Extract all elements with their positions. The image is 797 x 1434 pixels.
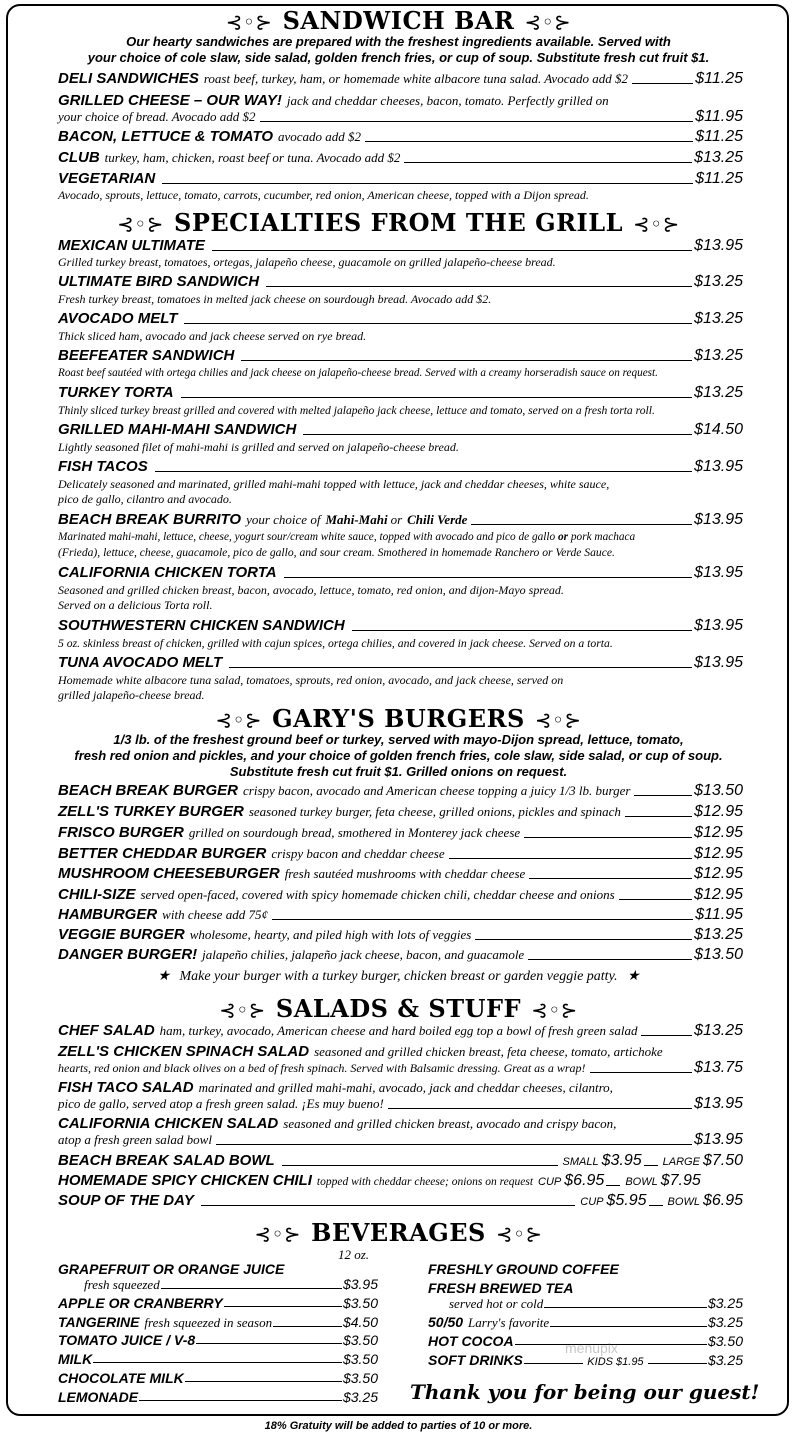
item-desc xyxy=(58,530,748,545)
beverage-item xyxy=(428,1261,743,1277)
beverage-item xyxy=(58,1261,378,1277)
section-title: SALADS & STUFF xyxy=(275,994,522,1023)
item-desc: seasoned and grilled chicken breast, feta cheese, tomato, artichoke xyxy=(314,1044,663,1059)
thank-you-message: Thank you for being our guest! xyxy=(410,1380,760,1404)
item-desc: atop a fresh green salad bowl xyxy=(58,1132,212,1147)
menu-item xyxy=(58,347,743,365)
beverage-item xyxy=(428,1280,743,1296)
item-price: $3.50 xyxy=(707,1333,743,1349)
beverage-item xyxy=(58,1332,378,1348)
item-name: TANGERINE xyxy=(58,1314,140,1330)
item-name: GRAPEFRUIT OR ORANGE JUICE xyxy=(58,1261,285,1277)
beverage-item-cont xyxy=(84,1276,378,1293)
item-desc-cont: pico de gallo, cilantro and avocado. xyxy=(58,492,232,506)
item-desc: Seasoned and grilled chicken breast, bacon, avocado, lettuce, tomato, red onion, and dijon-Mayo spread. xyxy=(58,583,564,597)
leader-line xyxy=(181,396,692,398)
leader-line xyxy=(641,1034,692,1036)
leader-line xyxy=(139,1400,342,1401)
item-desc: ham, turkey, avocado, American cheese and hard boiled egg top a bowl of fresh green salad xyxy=(159,1023,638,1038)
size-label: BOWL xyxy=(667,1196,700,1208)
leader-line xyxy=(266,285,692,287)
menu-item xyxy=(58,1043,743,1060)
item-desc: marinated and grilled mahi-mahi, avocado, jack and cheddar cheeses, cilantro, xyxy=(198,1080,613,1095)
menu-item xyxy=(58,170,743,188)
menu-item xyxy=(58,511,743,529)
item-desc: crispy bacon, avocado and American cheese topping a juicy 1/3 lb. burger xyxy=(243,783,631,798)
item-name: MILK xyxy=(58,1351,93,1367)
item-desc: turkey, ham, chicken, roast beef or tuna. Avocado add $2 xyxy=(104,150,401,165)
menu-item xyxy=(58,906,743,924)
burger-note xyxy=(0,968,797,985)
item-name: GRILLED MAHI-MAHI SANDWICH xyxy=(58,421,297,438)
menu-item xyxy=(58,865,743,883)
item-price: $7.95 xyxy=(660,1172,701,1189)
item-price: $3.25 xyxy=(342,1389,378,1405)
item-name: FRISCO BURGER xyxy=(58,824,184,841)
item-desc: 5 oz. skinless breast of chicken, grilled with cajun spices, ortega chilies, and covered in jack cheese. Served on a torta. xyxy=(58,637,613,650)
menu-item xyxy=(58,782,743,800)
item-name: FISH TACO SALAD xyxy=(58,1079,194,1096)
item-price: $3.50 xyxy=(342,1295,378,1311)
item-price: $13.95 xyxy=(694,1095,743,1112)
item-name: VEGETARIAN xyxy=(58,170,156,187)
grill-heading xyxy=(0,208,797,237)
beverage-item xyxy=(58,1389,378,1405)
leader-line xyxy=(224,1306,342,1307)
item-name: SOFT DRINKS xyxy=(428,1352,523,1368)
watermark: menupix xyxy=(565,1340,618,1356)
item-name: SOUTHWESTERN CHICKEN SANDWICH xyxy=(58,617,345,634)
item-desc: served hot or cold xyxy=(449,1296,544,1311)
menu-item xyxy=(58,803,743,821)
leader-line xyxy=(352,629,692,631)
menu-item-cont xyxy=(58,108,743,126)
item-desc: Roast beef sautéed with ortega chilies and jack cheese on jalapeño-cheese bread. Served with a creamy horseradish sauce on request. xyxy=(58,367,658,379)
menu-item xyxy=(58,149,743,167)
item-price: $11.25 xyxy=(695,128,743,145)
item-price: $14.50 xyxy=(694,421,743,438)
item-price: $11.25 xyxy=(695,170,743,187)
item-desc: Homemade white albacore tuna salad, tomatoes, sprouts, red onion, avocado, and jack cheese, served on xyxy=(58,673,564,687)
leader-line xyxy=(185,1381,342,1382)
burgers-heading xyxy=(0,704,797,733)
leader-line xyxy=(303,433,692,435)
item-name: 50/50 xyxy=(428,1314,464,1330)
ornament-left-icon: ⊰◦⊱ xyxy=(225,10,273,34)
item-price: $13.95 xyxy=(694,458,743,475)
item-desc: crispy bacon and cheddar cheese xyxy=(271,846,445,861)
item-desc: Thinly sliced turkey breast grilled and covered with melted jalapeño jack cheese, lettuce and tomato, served on a fresh torta roll. xyxy=(58,404,655,417)
item-price: $13.25 xyxy=(694,384,743,401)
leader-line xyxy=(550,1326,707,1327)
item-desc: Fresh turkey breast, tomatoes in melted jack cheese on sourdough bread. Avocado add $2. xyxy=(58,292,492,306)
item-desc: jack and cheddar cheeses, bacon, tomato. Perfectly grilled on xyxy=(286,93,609,108)
item-name: ZELL'S CHICKEN SPINACH SALAD xyxy=(58,1043,310,1060)
leader-line xyxy=(388,1107,692,1109)
leader-line xyxy=(632,82,693,84)
item-name: GRILLED CHEESE – OUR WAY! xyxy=(58,92,282,109)
item-name: APPLE OR CRANBERRY xyxy=(58,1295,223,1311)
section-title: SPECIALTIES FROM THE GRILL xyxy=(173,208,624,237)
item-desc: fresh squeezed xyxy=(84,1277,160,1292)
item-name: LEMONADE xyxy=(58,1389,139,1405)
item-price: $3.95 xyxy=(342,1276,378,1292)
leader-line xyxy=(212,249,692,251)
leader-line xyxy=(365,140,693,142)
item-price: $13.25 xyxy=(694,310,743,327)
item-name: HAMBURGER xyxy=(58,906,158,923)
item-name: BEACH BREAK BURGER xyxy=(58,782,239,799)
item-desc: fresh sautéed mushrooms with cheddar cheese xyxy=(284,866,526,881)
item-desc: pico de gallo, served atop a fresh green salad. ¡Es muy bueno! xyxy=(58,1096,384,1111)
item-name: CLUB xyxy=(58,149,100,166)
kids-price: KIDS $1.95 xyxy=(587,1356,644,1368)
burgers-intro-line-1: 1/3 lb. of the freshest ground beef or turkey, served with mayo-Dijon spread, lettuce, tomato, xyxy=(113,732,684,747)
menu-item-cont xyxy=(58,1059,743,1077)
beverage-item xyxy=(58,1295,378,1311)
size-label: SMALL xyxy=(562,1156,599,1168)
leader-line xyxy=(93,1362,342,1363)
item-price: $3.50 xyxy=(342,1351,378,1367)
leader-line xyxy=(282,1164,558,1166)
item-price: $4.50 xyxy=(342,1314,378,1330)
menu-item xyxy=(58,1079,743,1096)
size-label: LARGE xyxy=(662,1156,700,1168)
item-name: CHILI-SIZE xyxy=(58,886,136,903)
menu-item xyxy=(58,273,743,291)
item-price: $13.95 xyxy=(694,654,743,671)
menu-item xyxy=(58,564,743,582)
item-price: $12.95 xyxy=(694,845,743,862)
beverage-item xyxy=(58,1370,378,1386)
menu-item xyxy=(58,946,743,964)
item-desc: Larry's favorite xyxy=(468,1315,550,1330)
item-name: MUSHROOM CHEESEBURGER xyxy=(58,865,280,882)
menu-item xyxy=(58,654,743,672)
leader-line xyxy=(161,1288,342,1289)
item-name: BEACH BREAK SALAD BOWL xyxy=(58,1152,275,1169)
item-desc: seasoned turkey burger, feta cheese, grilled onions, pickles and spinach xyxy=(248,804,621,819)
star-icon: ★ xyxy=(157,969,170,984)
ornament-right-icon: ⊰◦⊱ xyxy=(531,998,578,1022)
sandwich-bar-heading xyxy=(0,6,797,35)
leader-line xyxy=(155,470,692,472)
item-name: VEGGIE BURGER xyxy=(58,926,185,943)
leader-line xyxy=(644,1164,658,1166)
item-desc: roast beef, turkey, ham, or homemade white albacore tuna salad. Avocado add $2 xyxy=(203,71,628,86)
item-price: $13.25 xyxy=(694,149,743,166)
item-name: ZELL'S TURKEY BURGER xyxy=(58,803,244,820)
item-name: BEEFEATER SANDWICH xyxy=(58,347,235,364)
menu-item xyxy=(58,310,743,328)
item-price: $11.95 xyxy=(695,108,743,125)
item-desc: avocado add $2 xyxy=(278,129,362,144)
item-price: $6.95 xyxy=(564,1172,605,1189)
item-name: CHOCOLATE MILK xyxy=(58,1370,184,1386)
menu-item xyxy=(58,886,743,904)
item-desc: hearts, red onion and black olives on a bed of fresh spinach. Served with Balsamic dressing. Great as a wrap! xyxy=(58,1061,586,1075)
item-price: $13.95 xyxy=(694,617,743,634)
leader-line xyxy=(449,857,692,859)
leader-line xyxy=(524,836,692,838)
leader-line xyxy=(272,918,693,920)
leader-line xyxy=(590,1071,693,1073)
ornament-right-icon: ⊰◦⊱ xyxy=(534,708,582,732)
salads-heading xyxy=(0,994,797,1023)
menu-item xyxy=(58,1115,743,1132)
item-name: DANGER BURGER! xyxy=(58,946,198,963)
burgers-intro-line-3: Substitute fresh cut fruit $1. Grilled onions on request. xyxy=(229,764,568,779)
item-name: SOUP OF THE DAY xyxy=(58,1192,194,1209)
ornament-right-icon: ⊰◦⊱ xyxy=(495,1222,543,1246)
leader-line xyxy=(524,1363,583,1364)
leader-line xyxy=(184,322,692,324)
beverages-heading xyxy=(0,1218,797,1247)
menu-item xyxy=(58,617,743,635)
item-desc-cont: Served on a delicious Torta roll. xyxy=(58,598,213,612)
item-name: BACON, LETTUCE & TOMATO xyxy=(58,128,273,145)
menu-item-cont xyxy=(58,1131,743,1149)
item-price: $13.95 xyxy=(694,1131,743,1148)
burger-note-text: Make your burger with a turkey burger, chicken breast or garden veggie patty. xyxy=(179,969,618,984)
item-price: $3.95 xyxy=(601,1152,642,1169)
item-name: ULTIMATE BIRD SANDWICH xyxy=(58,273,260,290)
item-name: DELI SANDWICHES xyxy=(58,70,199,87)
ornament-left-icon: ⊰◦⊱ xyxy=(215,708,263,732)
leader-line xyxy=(529,877,692,879)
leader-line xyxy=(284,576,692,578)
item-desc: served open-faced, covered with spicy homemade chicken chili, cheddar cheese and onions xyxy=(140,887,615,902)
item-price: $7.50 xyxy=(702,1152,743,1169)
beverage-item xyxy=(58,1351,378,1367)
item-price: $3.25 xyxy=(707,1352,744,1368)
item-name: MEXICAN ULTIMATE xyxy=(58,237,205,254)
burgers-intro-line-2: fresh red onion and pickles, and your choice of golden french fries, cole slaw, side salad, or cup of soup. xyxy=(74,748,723,763)
item-desc: your choice of bread. Avocado add $2 xyxy=(58,109,256,124)
beverage-item xyxy=(58,1314,378,1331)
item-name: HOT COCOA xyxy=(428,1333,514,1349)
ornament-right-icon: ⊰◦⊱ xyxy=(633,212,680,236)
star-icon: ★ xyxy=(627,969,640,984)
menu-item xyxy=(58,824,743,842)
sandwich-intro-line-1: Our hearty sandwiches are prepared with the freshest ingredients available. Served with xyxy=(126,34,671,49)
item-name: CHEF SALAD xyxy=(58,1022,155,1039)
item-desc: Grilled turkey breast, tomatoes, ortegas, jalapeño cheese, guacamole on grilled jalapeño-cheese bread. xyxy=(58,255,556,269)
item-price: $12.95 xyxy=(694,865,743,882)
leader-line xyxy=(201,1204,575,1206)
leader-line xyxy=(229,666,692,668)
leader-line xyxy=(528,958,692,960)
item-name: FRESH BREWED TEA xyxy=(428,1280,574,1296)
ornament-left-icon: ⊰◦⊱ xyxy=(254,1222,302,1246)
item-price: $13.95 xyxy=(694,511,743,528)
item-price: $6.95 xyxy=(702,1192,743,1209)
desc-or: or xyxy=(558,531,569,543)
item-price: $13.25 xyxy=(694,926,743,943)
item-price: $11.95 xyxy=(695,906,743,923)
size-label: CUP xyxy=(538,1176,562,1188)
desc-part: Marinated mahi-mahi, lettuce, cheese, yogurt sour/cream white sauce, topped with avocado and pico de gallo xyxy=(58,531,556,543)
section-title: SANDWICH BAR xyxy=(282,6,515,35)
leader-line xyxy=(471,523,692,525)
item-desc: wholesome, hearty, and piled high with lots of veggies xyxy=(189,927,472,942)
item-name: TUNA AVOCADO MELT xyxy=(58,654,223,671)
item-price: $13.25 xyxy=(694,273,743,290)
sandwich-intro-line-2: your choice of cole slaw, side salad, golden french fries, or cup of soup. Substitute fresh cut fruit $1. xyxy=(87,50,710,65)
item-price: $13.95 xyxy=(694,564,743,581)
ornament-left-icon: ⊰◦⊱ xyxy=(117,212,164,236)
item-price: $13.25 xyxy=(694,347,743,364)
menu-item xyxy=(58,845,743,863)
leader-line xyxy=(544,1307,707,1308)
item-name: AVOCADO MELT xyxy=(58,310,178,327)
item-desc: seasoned and grilled chicken breast, avocado and crispy bacon, xyxy=(283,1116,617,1131)
choice-option: Mahi-Mahi xyxy=(325,512,388,527)
item-name: BEACH BREAK BURRITO xyxy=(58,511,242,528)
item-desc: jalapeño chilies, jalapeño jack cheese, bacon, and guacamole xyxy=(202,947,525,962)
item-price: $3.25 xyxy=(707,1314,743,1330)
menu-item xyxy=(58,458,743,476)
leader-line xyxy=(619,898,692,900)
item-price: $13.25 xyxy=(694,1022,743,1039)
menu-item xyxy=(58,237,743,255)
beverage-item-cont xyxy=(449,1295,743,1312)
leader-line xyxy=(475,938,692,940)
menu-item xyxy=(58,92,743,109)
item-desc: Lightly seasoned filet of mahi-mahi is grilled and served on jalapeño-cheese bread. xyxy=(58,440,459,454)
leader-line xyxy=(606,1184,620,1186)
menu-item xyxy=(58,384,743,402)
item-desc: Delicately seasoned and marinated, grilled mahi-mahi topped with lettuce, jack and cheddar cheeses, white sauce, xyxy=(58,477,610,491)
item-desc: topped with cheddar cheese; onions on request xyxy=(316,1176,534,1188)
menu-item-sized xyxy=(58,1152,743,1170)
menu-item xyxy=(58,70,743,88)
size-label: BOWL xyxy=(625,1176,658,1188)
menu-item-cont xyxy=(58,1095,743,1113)
menu-item xyxy=(58,128,743,146)
item-desc: with cheese add 75¢ xyxy=(162,907,268,922)
item-desc: Thick sliced ham, avocado and jack cheese served on rye bread. xyxy=(58,329,367,343)
leader-line xyxy=(648,1363,707,1364)
leader-line xyxy=(196,1343,342,1344)
menu-item-sized xyxy=(58,1192,743,1210)
item-price: $13.75 xyxy=(694,1059,743,1076)
leader-line xyxy=(634,794,692,796)
item-name: FRESHLY GROUND COFFEE xyxy=(428,1261,619,1277)
item-price: $3.25 xyxy=(707,1295,743,1311)
ornament-right-icon: ⊰◦⊱ xyxy=(524,10,572,34)
item-price: $12.95 xyxy=(694,886,743,903)
item-desc-cont: grilled jalapeño-cheese bread. xyxy=(58,688,205,702)
item-desc: fresh squeezed in season xyxy=(144,1315,273,1330)
item-price: $3.50 xyxy=(342,1332,378,1348)
item-price: $5.95 xyxy=(606,1192,647,1209)
item-name: FISH TACOS xyxy=(58,458,148,475)
menu-item xyxy=(58,1022,743,1040)
section-title: BEVERAGES xyxy=(311,1218,486,1247)
leader-line xyxy=(216,1143,692,1145)
item-name: BETTER CHEDDAR BURGER xyxy=(58,845,267,862)
leader-line xyxy=(625,815,692,817)
leader-line xyxy=(404,161,692,163)
item-name: CALIFORNIA CHICKEN SALAD xyxy=(58,1115,279,1132)
section-title: GARY'S BURGERS xyxy=(272,704,525,733)
item-price: $12.95 xyxy=(694,803,743,820)
item-name: CALIFORNIA CHICKEN TORTA xyxy=(58,564,277,581)
choice-or: or xyxy=(390,512,403,527)
choice-prefix: your choice of xyxy=(246,512,321,527)
item-price: $3.50 xyxy=(342,1370,378,1386)
item-price: $13.95 xyxy=(694,237,743,254)
size-label: CUP xyxy=(580,1196,604,1208)
item-desc: grilled on sourdough bread, smothered in Monterey jack cheese xyxy=(188,825,521,840)
leader-line xyxy=(162,182,693,184)
choice-option: Chili Verde xyxy=(407,512,468,527)
menu-item xyxy=(58,926,743,944)
menu-item-sized xyxy=(58,1172,743,1190)
gratuity-footer: 18% Gratuity will be added to parties of 10 or more. xyxy=(264,1420,533,1432)
item-price: $11.25 xyxy=(695,70,743,87)
desc-part: pork machaca xyxy=(570,531,636,543)
item-price: $13.50 xyxy=(694,782,743,799)
item-name: TOMATO JUICE / V-8 xyxy=(58,1332,196,1348)
size-note: 12 oz. xyxy=(338,1247,370,1262)
item-price: $13.50 xyxy=(694,946,743,963)
item-name: TURKEY TORTA xyxy=(58,384,174,401)
item-desc: Avocado, sprouts, lettuce, tomato, carrots, cucumber, red onion, American cheese, topped with a Dijon spread. xyxy=(58,188,589,202)
item-name: HOMEMADE SPICY CHICKEN CHILI xyxy=(58,1172,312,1189)
ornament-left-icon: ⊰◦⊱ xyxy=(219,998,266,1022)
leader-line xyxy=(649,1204,663,1206)
leader-line xyxy=(241,359,692,361)
menu-item xyxy=(58,421,743,439)
beverage-item xyxy=(428,1314,743,1331)
leader-line xyxy=(273,1326,342,1327)
leader-line xyxy=(260,120,694,122)
item-desc-cont: (Frieda), lettuce, cheese, guacamole, pico de gallo, and sour cream. Smothered in homemade Ranchero or Verde Sauce. xyxy=(58,546,615,559)
item-price: $12.95 xyxy=(694,824,743,841)
